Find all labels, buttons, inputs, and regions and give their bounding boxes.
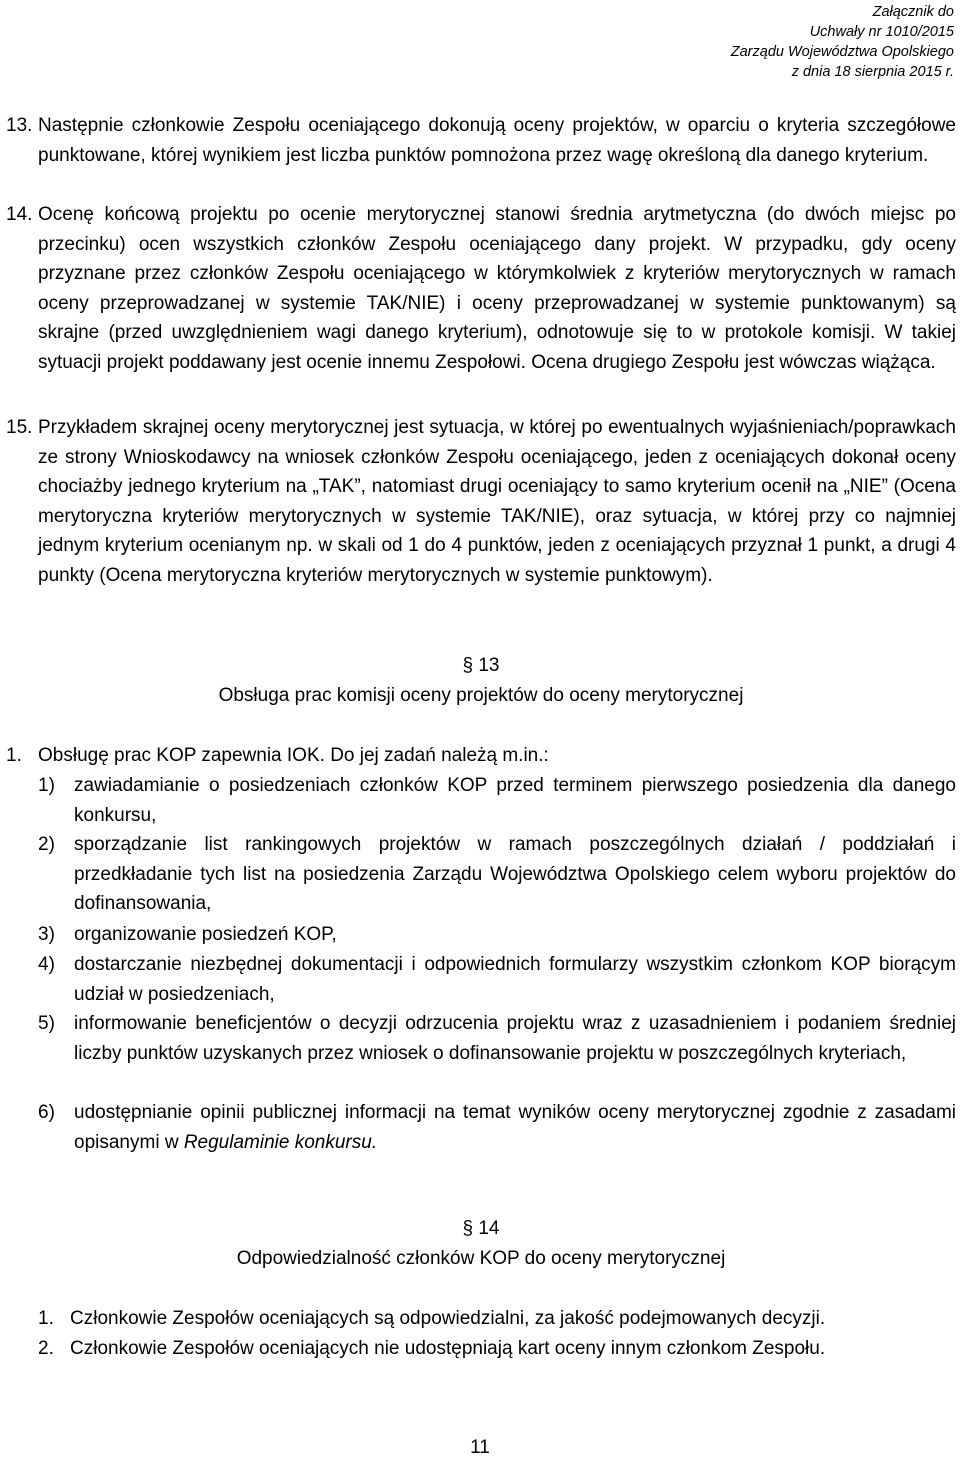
list-item — [38, 920, 956, 950]
list-item-number: 1) — [38, 775, 55, 796]
list-item — [38, 1009, 956, 1068]
list-item-number: 2. — [38, 1338, 54, 1359]
paragraph-text: Ocenę końcową projektu po ocenie merytorycznej stanowi średnia arytmetyczna (do dwóch miejsc po przecinku) ocen wszystkich członków Zespołu oceniającego dany projekt. W przypadku, gdy oceny przyznane przez członków Zespołu oceniającego w którymkolwiek z kryteriów merytorycznych w ramach oceny przeprowadzanej w systemie TAK/NIE) i oceny przeprowadzanej w systemie punktowanym) są skrajne (przed uwzględnieniem wagi danego kryterium), odnotowuje się to w protokole komisji. W takiej sytuacji projekt poddawany jest ocenie innemu Zespołowi. Ocena drugiego Zespołu jest wówczas wiążąca. — [38, 204, 956, 373]
header-line-2: Uchwały nr 1010/2015 — [809, 24, 954, 40]
list-item — [38, 830, 956, 919]
list-item — [38, 1304, 956, 1334]
section-13-intro — [6, 741, 956, 771]
paragraph-number: 14. — [6, 204, 33, 225]
paragraph-number: 13. — [6, 115, 33, 136]
list-item-number: 2) — [38, 834, 55, 855]
list-item — [38, 1334, 956, 1364]
list-item-text: Członkowie Zespołów oceniających nie udostępniają kart oceny innym członkom Zespołu. — [70, 1338, 826, 1359]
list-item — [38, 1098, 956, 1157]
list-item-text-plain: udostępnianie opinii publicznej informacji na temat wyników oceny merytorycznej zgodnie z zasadami opisanymi w — [74, 1102, 956, 1153]
list-item-text: informowanie beneficjentów o decyzji odrzucenia projektu wraz z uzasadnieniem i podaniem średniej liczby punktów uzyskanych przez wniosek o dofinansowanie projektu w poszczególnych kryteriach, — [74, 1013, 956, 1064]
list-item-text — [74, 1098, 956, 1157]
list-item-number: 5) — [38, 1013, 55, 1034]
section-13-title: Obsługa prac komisji oceny projektów do oceny merytorycznej — [218, 685, 744, 706]
paragraph-number: 15. — [6, 417, 33, 438]
list-item-number: 3) — [38, 924, 55, 945]
paragraph-text: Następnie członkowie Zespołu oceniającego dokonują oceny projektów, w oparciu o kryteria szczegółowe punktowane, której wynikiem jest liczba punktów pomnożona przez wagę określoną dla danego kryterium. — [38, 115, 956, 166]
regulation-reference: Regulaminie konkursu. — [183, 1131, 378, 1153]
paragraph-13 — [6, 111, 956, 170]
list-item-text: dostarczanie niezbędnej dokumentacji i odpowiednich formularzy wszystkim członkom KOP biorącym udział w posiedzeniach, — [74, 954, 956, 1005]
list-item-number: 6) — [38, 1102, 55, 1123]
list-item-text: Członkowie Zespołów oceniających są odpowiedzialni, za jakość podejmowanych decyzji. — [70, 1308, 826, 1329]
list-item-text: zawiadamianie o posiedzeniach członków KOP przed terminem pierwszego posiedzenia dla danego konkursu, — [74, 775, 956, 826]
list-item-number: 1. — [38, 1308, 54, 1329]
paragraph-14 — [6, 200, 956, 378]
header-line-3: Zarządu Województwa Opolskiego — [730, 44, 954, 60]
document-header — [731, 2, 954, 82]
list-item-number: 4) — [38, 954, 55, 975]
list-item — [38, 771, 956, 830]
list-item — [38, 950, 956, 1009]
paragraph-text: Przykładem skrajnej oceny merytorycznej jest sytuacja, w której po ewentualnych wyjaśnieniach/poprawkach ze strony Wnioskodawcy na wniosek członków Zespołu oceniającego, jeden z oceniających dokonał oceny chociażby jednego kryterium na „TAK”, natomiast drugi oceniający to samo kryterium ocenił na „NIE” (Ocena merytoryczna kryteriów merytorycznych w systemie TAK/NIE), oraz sytuacja, w której przy co najmniej jednym kryterium ocenianym np. w skali od 1 do 4 punktów, jeden z oceniających przyznał 1 punkt, a drugi 4 punkty (Ocena merytoryczna kryteriów merytorycznych w systemie punktowym). — [38, 417, 956, 586]
section-14-title: Odpowiedzialność członków KOP do oceny merytorycznej — [236, 1248, 726, 1269]
page-number: 11 — [470, 1437, 490, 1458]
intro-text: Obsługę prac KOP zapewnia IOK. Do jej zadań należą m.in.: — [38, 745, 549, 766]
section-14-number: § 14 — [462, 1218, 500, 1239]
list-item-text: organizowanie posiedzeń KOP, — [74, 924, 337, 945]
paragraph-15 — [6, 413, 956, 591]
header-line-4: z dnia 18 sierpnia 2015 r. — [791, 64, 954, 80]
list-item-text: sporządzanie list rankingowych projektów w ramach poszczególnych działań / poddziałań i przedkładanie tych list na posiedzenia Zarządu Województwa Opolskiego celem wyboru projektów do dofinansowania, — [74, 834, 956, 915]
section-13-number: § 13 — [462, 655, 500, 676]
intro-number: 1. — [6, 745, 22, 766]
header-line-1: Załącznik do — [872, 4, 954, 20]
